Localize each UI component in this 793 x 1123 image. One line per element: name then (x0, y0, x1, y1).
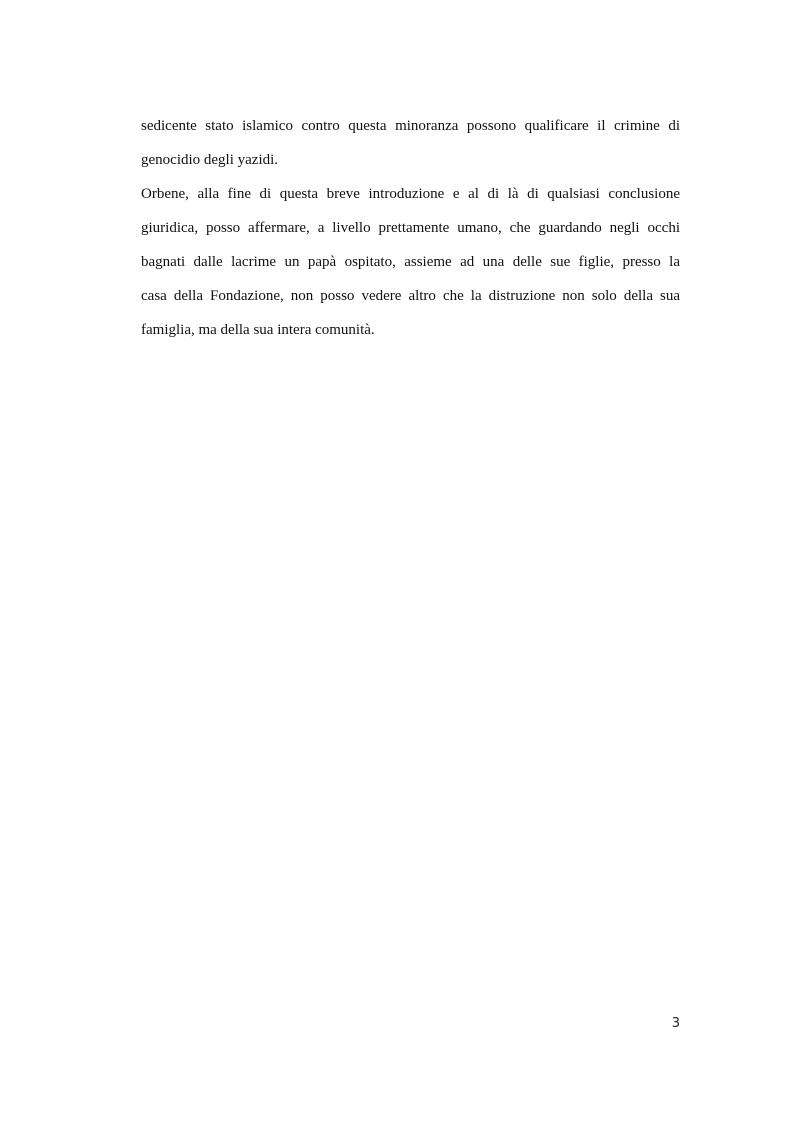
text-line: bagnati dalle lacrime un papà ospitato, assieme ad una delle sue figlie, presso la (141, 254, 680, 270)
body-text (141, 109, 680, 347)
paragraph-1 (141, 109, 680, 177)
text-line: famiglia, ma della sua intera comunità. (141, 322, 375, 338)
text-line: Orbene, alla fine di questa breve introduzione e al di là di qualsiasi conclusione (141, 186, 680, 202)
text-line: sedicente stato islamico contro questa minoranza possono qualificare il crimine di (141, 118, 680, 134)
page-number: 3 (671, 1016, 680, 1031)
text-line: casa della Fondazione, non posso vedere altro che la distruzione non solo della sua (141, 288, 680, 304)
text-line: genocidio degli yazidi. (141, 152, 279, 168)
text-line: giuridica, posso affermare, a livello prettamente umano, che guardando negli occhi (141, 220, 680, 236)
paragraph-2 (141, 177, 680, 347)
